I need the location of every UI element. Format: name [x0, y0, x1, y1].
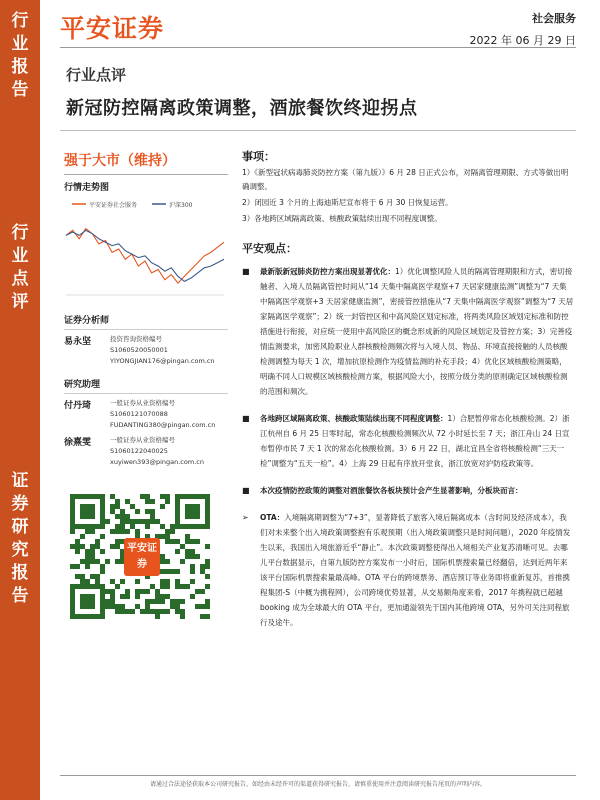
qr-module — [150, 509, 155, 514]
sidebar-label-report: 行 业 报 告 — [11, 11, 29, 100]
qr-module — [205, 574, 210, 579]
qr-module — [85, 564, 90, 569]
qr-module — [115, 524, 120, 529]
doc-type: 行业点评 — [66, 66, 127, 84]
qr-module — [90, 574, 95, 579]
legend-label: 沪深300 — [169, 202, 193, 209]
qr-module — [115, 504, 120, 509]
qr-module — [150, 499, 155, 504]
qr-module — [165, 609, 170, 614]
qr-module — [150, 584, 155, 589]
view-bullet — [242, 483, 574, 498]
qr-module — [100, 549, 105, 554]
qr-module — [85, 579, 90, 584]
qr-module — [175, 579, 180, 584]
qr-module — [115, 584, 120, 589]
qr-module — [145, 509, 150, 514]
analyst-line: S1060520050001 — [110, 346, 168, 354]
qr-module — [185, 554, 190, 559]
qr-module — [105, 604, 110, 609]
qr-module — [200, 614, 205, 619]
qr-module — [115, 514, 120, 519]
qr-module — [145, 499, 150, 504]
qr-module — [155, 614, 160, 619]
view-bullet — [242, 411, 574, 471]
assistant-email[interactable]: FUDANTING380@pingan.com.cn — [110, 421, 216, 429]
qr-module — [205, 559, 210, 564]
assistant-entry — [64, 435, 228, 468]
analyst-entry — [64, 334, 228, 367]
qr-module — [100, 569, 105, 574]
analyst-info — [110, 334, 215, 367]
qr-module — [85, 554, 90, 559]
qr-module — [135, 604, 140, 609]
qr-module — [165, 534, 170, 539]
qr-module — [75, 549, 80, 554]
qr-module — [80, 544, 85, 549]
left-column — [64, 140, 228, 622]
qr-module — [90, 549, 95, 554]
qr-module — [80, 559, 85, 564]
assistant-entry — [64, 398, 228, 431]
qr-module — [160, 584, 165, 589]
qr-module — [130, 609, 135, 614]
qr-module — [140, 494, 145, 499]
qr-module — [135, 529, 140, 534]
qr-module — [170, 524, 175, 529]
qr-module — [75, 544, 80, 549]
qr-module — [125, 499, 130, 504]
qr-module — [80, 534, 85, 539]
qr-module — [175, 609, 180, 614]
event-item: 3）各地跨区域隔离政策、核酸政策陆续出现不同程度调整。 — [242, 214, 442, 223]
qr-module — [95, 539, 100, 544]
qr-module — [205, 599, 210, 604]
qr-module — [195, 589, 200, 594]
qr-module — [165, 494, 170, 499]
qr-module — [120, 594, 125, 599]
qr-module — [110, 544, 115, 549]
qr-module — [75, 564, 80, 569]
qr-finder-core — [185, 504, 200, 519]
qr-module — [160, 594, 165, 599]
qr-module — [145, 599, 150, 604]
qr-module — [120, 529, 125, 534]
qr-module — [175, 549, 180, 554]
qr-module — [110, 579, 115, 584]
qr-module — [95, 559, 100, 564]
qr-module — [150, 514, 155, 519]
qr-module — [115, 609, 120, 614]
bullet-lead: 各地跨区域隔离政策、核酸政策陆续出现不同程度调整： — [260, 414, 448, 423]
qr-module — [70, 564, 75, 569]
qr-module — [180, 609, 185, 614]
qr-module — [170, 569, 175, 574]
qr-module — [130, 519, 135, 524]
qr-module — [160, 599, 165, 604]
qr-module — [155, 599, 160, 604]
bullet-square-icon: ■ — [242, 267, 250, 276]
qr-finder-core — [80, 504, 95, 519]
qr-module — [145, 589, 150, 594]
qr-module — [185, 584, 190, 589]
footer-disclaimer: 请通过合法途径获取本公司研究报告，如经由未经许可的渠道获得研究报告，请慎重使用并注意阅读研究报告尾页的声明内容。 — [60, 775, 576, 788]
qr-module — [120, 604, 125, 609]
qr-module — [80, 574, 85, 579]
qr-module — [190, 554, 195, 559]
qr-module — [110, 509, 115, 514]
company-logo: 平安证券 — [60, 14, 165, 43]
qr-module — [165, 569, 170, 574]
qr-module — [145, 609, 150, 614]
qr-module — [70, 529, 75, 534]
event-item: 1）《新型冠状病毒肺炎防控方案（第九版）》6 月 28 日正式公布，对隔离管理期限、方式等做出明确调整。 — [242, 168, 569, 191]
qr-module — [160, 569, 165, 574]
qr-module — [200, 589, 205, 594]
qr-module — [85, 559, 90, 564]
qr-module — [70, 544, 75, 549]
qr-module — [125, 529, 130, 534]
qr-module — [155, 589, 160, 594]
qr-module — [190, 549, 195, 554]
qr-module — [185, 549, 190, 554]
qr-module — [160, 554, 165, 559]
qr-module — [160, 534, 165, 539]
qr-module — [120, 609, 125, 614]
qr-module — [115, 544, 120, 549]
qr-module — [165, 539, 170, 544]
view-heading: 平安观点： — [242, 242, 297, 255]
qr-module — [145, 524, 150, 529]
qr-module — [180, 599, 185, 604]
analyst-line: 投资咨询资格编号 — [110, 335, 162, 343]
price-chart — [64, 197, 226, 303]
sidebar-label-comment: 行 业 点 评 — [11, 223, 29, 312]
sector-label: 社会服务 — [532, 12, 576, 25]
qr-module — [160, 504, 165, 509]
qr-module — [75, 574, 80, 579]
qr-module — [155, 609, 160, 614]
qr-module — [100, 534, 105, 539]
qr-module — [85, 549, 90, 554]
qr-module — [120, 519, 125, 524]
qr-module — [180, 559, 185, 564]
qr-module — [205, 604, 210, 609]
qr-module — [75, 539, 80, 544]
qr-module — [195, 539, 200, 544]
qr-module — [165, 559, 170, 564]
qr-module — [135, 509, 140, 514]
qr-module — [180, 614, 185, 619]
qr-module — [90, 554, 95, 559]
qr-module — [145, 519, 150, 524]
qr-module — [160, 579, 165, 584]
qr-module — [110, 604, 115, 609]
assistant-name: 付丹琦 — [64, 401, 92, 411]
qr-module — [140, 519, 145, 524]
qr-module — [120, 579, 125, 584]
main-content — [242, 148, 574, 630]
view-bullet — [242, 510, 574, 630]
qr-module — [105, 599, 110, 604]
qr-module — [95, 579, 100, 584]
assistant-line: 一般证券从业资格编号 — [110, 436, 175, 444]
qr-module — [110, 504, 115, 509]
qr-module — [110, 529, 115, 534]
qr-module — [125, 519, 130, 524]
qr-module — [135, 579, 140, 584]
assistant-line: 一般证券从业资格编号 — [110, 399, 175, 407]
qr-module — [190, 539, 195, 544]
chart-label: 行情走势图 — [64, 183, 110, 193]
series-line — [66, 230, 224, 281]
qr-module — [120, 524, 125, 529]
qr-module — [110, 589, 115, 594]
qr-module — [150, 609, 155, 614]
qr-module — [205, 584, 210, 589]
qr-module — [90, 559, 95, 564]
qr-module — [120, 514, 125, 519]
qr-module — [190, 569, 195, 574]
qr-module — [125, 594, 130, 599]
qr-module — [145, 604, 150, 609]
qr-module — [175, 569, 180, 574]
events-heading: 事项： — [242, 150, 275, 163]
qr-module — [85, 529, 90, 534]
bullet-body: 1）优化调整风险人员的隔离管理期限和方式，密切接触者、入境人员隔离管控时间从“14 天集中隔离医学观察+7 天居家健康监测”调整为“7 天集中隔离医学观察+3 天居家健康监测”，密接管控措施从“7 天集中隔离医学观察”调整为“7 天居家隔离医学观察”；2）统一封管控区和中高风险区划定标准，将两类风险区域划定标准和防控措施进行衔接，对应统一使用中高风险区的概念形成新的风险区域划定及管控方案；3）完善疫情监测要求，加密风险职业人群核酸检测频次将与入境人员、物品、环境直接接触的人员核酸检测调整为每天 1 次，增加抗原检测作为疫情监测的补充手段；4）优化区域核酸检测策略，明确不同人口规模区域核酸检测方案，根据风险大小，按照分级分类的原则确定区域核酸检测的范围和频次。 — [260, 267, 574, 396]
qr-module — [130, 524, 135, 529]
qr-module — [165, 529, 170, 534]
qr-module — [205, 614, 210, 619]
assistant-info — [110, 398, 215, 431]
qr-finder-core — [80, 594, 95, 609]
assistant-email[interactable]: xuyiwen393@pingan.com.cn — [110, 458, 204, 466]
header-divider — [60, 47, 576, 48]
qr-module — [125, 514, 130, 519]
qr-module — [175, 584, 180, 589]
analyst-email[interactable]: YIYONGJIAN176@pingan.com.cn — [110, 357, 215, 365]
bullet-square-icon: ■ — [242, 486, 250, 495]
qr-module — [110, 594, 115, 599]
qr-module — [115, 539, 120, 544]
analyst-name: 易永坚 — [64, 337, 92, 347]
qr-module — [140, 589, 145, 594]
qr-module — [190, 579, 195, 584]
qr-module — [95, 544, 100, 549]
assistant-line: S1060122040025 — [110, 447, 168, 455]
bullet-square-icon: ■ — [242, 414, 250, 423]
qr-module — [110, 494, 115, 499]
bullet-lead: OTA： — [260, 513, 285, 522]
qr-module — [160, 524, 165, 529]
qr-module — [165, 499, 170, 504]
qr-module — [205, 544, 210, 549]
qr-module — [105, 519, 110, 524]
qr-module — [95, 574, 100, 579]
qr-module — [105, 589, 110, 594]
qr-module — [115, 559, 120, 564]
assistant-info — [110, 435, 204, 468]
qr-module — [190, 564, 195, 569]
qr-module — [90, 544, 95, 549]
qr-module — [185, 534, 190, 539]
qr-module — [150, 519, 155, 524]
qr-module — [175, 599, 180, 604]
qr-module — [135, 589, 140, 594]
report-date: 2022 年 06 月 29 日 — [469, 34, 576, 47]
sidebar — [0, 0, 40, 800]
bullet-arrow-icon: ➢ — [242, 513, 249, 522]
sidebar-label-research: 证 券 研 究 报 告 — [11, 471, 29, 606]
qr-module — [140, 609, 145, 614]
qr-code[interactable] — [68, 492, 216, 622]
qr-module — [175, 539, 180, 544]
bullet-lead: 最新版新冠肺炎防控方案出现显著优化： — [260, 267, 395, 276]
qr-module — [180, 544, 185, 549]
qr-module — [100, 564, 105, 569]
qr-module — [185, 539, 190, 544]
rating-label: 强于大市（维持） — [64, 153, 176, 169]
qr-module — [80, 579, 85, 584]
qr-module — [165, 584, 170, 589]
rating-divider — [64, 174, 228, 175]
qr-module — [125, 589, 130, 594]
qr-module — [115, 604, 120, 609]
qr-module — [90, 529, 95, 534]
qr-module — [120, 509, 125, 514]
qr-module — [170, 604, 175, 609]
qr-module — [190, 594, 195, 599]
qr-module — [195, 604, 200, 609]
assistant-heading: 研究助理 — [64, 377, 228, 394]
qr-module — [125, 609, 130, 614]
qr-module — [150, 599, 155, 604]
qr-module — [155, 594, 160, 599]
assistant-name: 徐熹雯 — [64, 438, 92, 448]
qr-module — [200, 604, 205, 609]
events-list — [242, 166, 574, 226]
bullet-body: 入境隔离期调整为“7+3”，显著降低了旅客入境后隔离成本（含时间及经济成本），我们对未来整个出入境政策调整抱有乐观预期（出入境政策调整只是时间问题），2020 年疫情发生以来，我国出入境旅游近乎“静止”。本次政策调整使得出入境相关产业复苏清晰可见。去哪儿平台数据显示，自第九版防控方案发布一小时后，国际机票搜索量已经翻倍，达到近两年来该平台国际机票搜索量最高峰。OTA 平台的跨境票务、酒店预订等业务即将重新复苏，首推携程集团-S（中概为携程网），公司跨境优势显著，从交易额角度来看，2017 年携程就已超越 booking 成为全球最大的 OTA 平台，更加通溢领先于国内其他跨境 OTA，另外可关注同程旅行及途牛。 — [260, 513, 571, 627]
qr-module — [170, 599, 175, 604]
price-chart-svg — [64, 197, 226, 303]
bullet-lead: 本次疫情防控政策的调整对酒旅餐饮各板块预计会产生显著影响，分板块而言： — [260, 486, 523, 495]
analyst-heading: 证券分析师 — [64, 313, 228, 330]
qr-module — [130, 504, 135, 509]
assistant-line: S1060121070088 — [110, 410, 168, 418]
qr-module — [105, 559, 110, 564]
title-divider — [60, 130, 576, 131]
qr-module — [195, 554, 200, 559]
qr-module — [205, 564, 210, 569]
qr-module — [110, 599, 115, 604]
qr-module — [165, 594, 170, 599]
qr-module — [160, 559, 165, 564]
bullet-body: 1）合肥暂停常态化核酸检测。2）浙江杭州自 6 月 25 日零时起，常态化核酸检测频次从 72 小时延长至 7 天；浙江舟山 24 日宣布暂停市民 7 天 1 次的常态化核酸检测。3）6 月 22 日，湖北宜昌全省将核酸检测“三天一检”调整为“五天一检”。4）上海 29 日起有序放开堂食，浙江放宽对沪防疫政策等。 — [260, 414, 570, 468]
qr-module — [200, 564, 205, 569]
qr-module — [170, 529, 175, 534]
qr-module — [200, 569, 205, 574]
qr-logo-badge: 平安证券 — [124, 538, 160, 576]
qr-module — [180, 584, 185, 589]
qr-module — [135, 519, 140, 524]
legend-label: 平安证券社会服务 — [89, 202, 138, 209]
qr-module — [145, 494, 150, 499]
event-item: 2）闭园近 3 个月的上海迪斯尼宣布将于 6 月 30 日恢复运营。 — [242, 198, 453, 207]
qr-module — [160, 609, 165, 614]
qr-module — [160, 494, 165, 499]
page-title: 新冠防控隔离政策调整，酒旅餐饮终迎拐点 — [66, 98, 418, 119]
qr-module — [155, 519, 160, 524]
view-bullet — [242, 264, 574, 399]
qr-module — [135, 594, 140, 599]
qr-module — [175, 604, 180, 609]
qr-module — [115, 499, 120, 504]
qr-module — [165, 579, 170, 584]
qr-module — [115, 529, 120, 534]
qr-module — [170, 539, 175, 544]
